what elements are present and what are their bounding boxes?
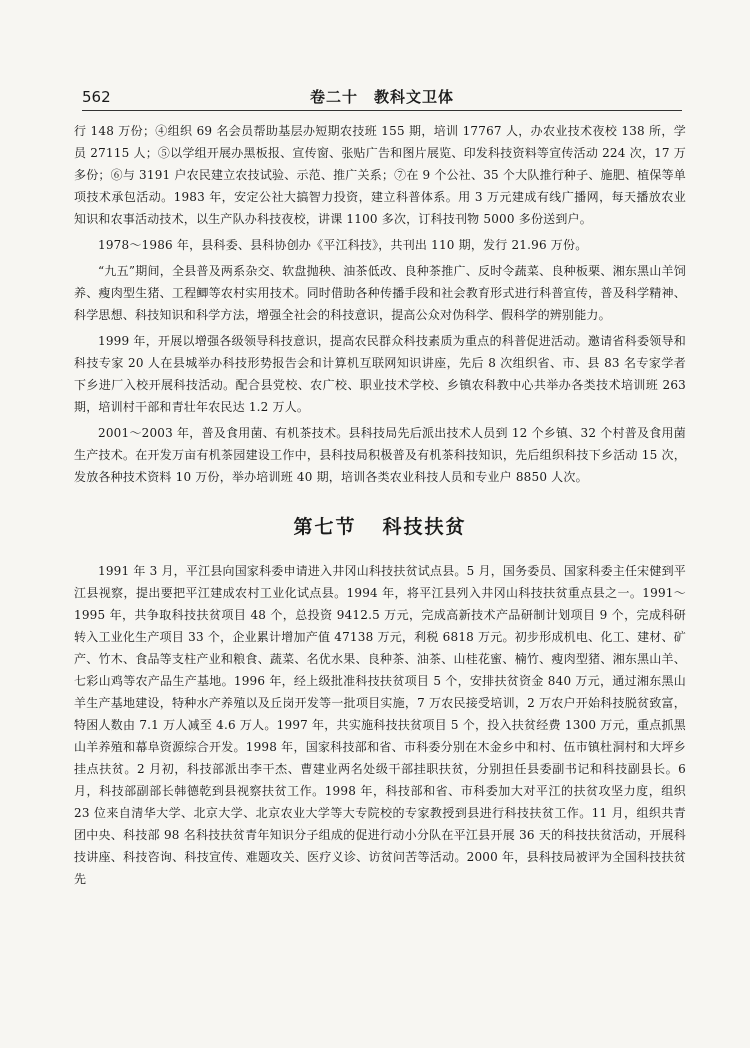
- paragraph: 1991 年 3 月，平江县向国家科委申请进入井冈山科技扶贫试点县。5 月，国务委员、国家科委主任宋健到平江县视察，提出要把平江建成农村工业化试点县。1994 年，将平江县列入井冈山科技扶贫重点县之一。1991～1995 年，共争取科技扶贫项目 48 个，总投资 9412.5 万元，完成高新技术产品研制计划项目 9 个，完成科研转入工业化生产项目 33 个，企业累计增加产值 47138 万元，利税 6818 万元。初步形成机电、化工、建材、矿产、竹木、食品等支柱产业和粮食、蔬菜、名优水果、良种茶、油茶、山桂花蜜、楠竹、瘦肉型猪、湘东黑山羊、七彩山鸡等农产品生产基地。1996 年，经上级批准科技扶贫项目 5 个，安排扶贫资金 840 万元，通过湘东黑山羊生产基地建设，特种水产养殖以及丘岗开发等一批项目实施，7 万农民接受培训，2 万农户开始科技脱贫致富，特困人数由 7.1 万人减至 4.6 万人。1997 年，共实施科技扶贫项目 5 个，投入扶贫经费 1300 万元，重点抓黑山羊养殖和幕阜资源综合开发。1998 年，国家科技部和省、市科委分别在木金乡中和村、伍市镇杜洞村和大坪乡挂点扶贫。2 月初，科技部派出李干杰、曹建业两名处级干部挂职扶贫，分别担任县委副书记和科技副县长。6 月，科技部副部长韩德乾到县视察扶贫工作。1998 年，科技部和省、市科委加大对平江的扶贫攻坚力度，组织 23 位来自清华大学、北京大学、北京农业大学等大专院校的专家教授到县进行科技扶贫工作。11 月，组织共青团中央、科技部 98 名科技扶贫青年知识分子组成的促进行动小分队在平江县开展 36 天的科技扶贫活动，开展科技讲座、科技咨询、科技宣传、难题攻关、医疗义诊、访贫问苦等活动。2000 年，县科技局被评为全国科技扶贫先: [74, 564, 686, 886]
- paragraph: “九五”期间，全县普及两系杂交、软盘抛秧、油茶低改、良种茶推广、反时令蔬菜、良种板栗、湘东黑山羊饲养、瘦肉型生猪、工程鲫等农村实用技术。同时借助各种传播手段和社会教育形式进行科普宣传，普及科学精神、科学思想、科技知识和科学方法，增强全社会的科技意识，提高公众对伪科学、假科学的辨别能力。: [74, 264, 686, 322]
- paragraph: 2001～2003 年，普及食用菌、有机茶技术。县科技局先后派出技术人员到 12 个乡镇、32 个村普及食用菌生产技术。在开发万亩有机茶园建设工作中，县科技局积极普及有机茶科技知识，先后组织科技下乡活动 15 次，发放各种技术资料 10 万份，举办培训班 40 期，培训各类农业科技人员和专业户 8850 人次。: [74, 426, 686, 484]
- page-number: 562: [82, 88, 111, 106]
- page-header: [82, 84, 682, 110]
- section-number: 第七节: [293, 516, 357, 538]
- section-title: 科技扶贫: [382, 516, 467, 538]
- paragraph: 1978～1986 年，县科委、县科协创办《平江科技》，共刊出 110 期，发行 21.96 万份。: [98, 238, 588, 252]
- running-head: 卷二十 教科文卫体: [309, 88, 454, 106]
- header-rule: [82, 110, 682, 111]
- paragraph: 行 148 万份；④组织 69 名会员帮助基层办短期农技班 155 期，培训 17767 人，办农业技术夜校 138 所，学员 27115 人；⑤以学组开展办黑板报、宣传窗、张贴广告和图片展览、印发科技资料等宣传活动 224 次，17 万多份；⑥与 3191 户农民建立农技试验、示范、推广关系；⑦在 9 个公社、35 个大队推行种子、施肥、植保等单项技术承包活动。1983 年，安定公社大搞智力投资，建立科普体系。用 3 万元建成有线广播网，每天播放农业知识和农事活动技术，以生产队办科技夜校，讲课 1100 多次，订科技刊物 5000 多份送到户。: [74, 124, 686, 226]
- paragraph: 1999 年，开展以增强各级领导科技意识，提高农民群众科技素质为重点的科普促进活动。邀请省科委领导和科技专家 20 人在县城举办科技形势报告会和计算机互联网知识讲座，先后 8 次组织省、市、县 83 名专家学者下乡进厂入校开展科技活动。配合县党校、农广校、职业技术学校、乡镇农科教中心共举办各类技术培训班 263 期，培训村干部和青壮年农民达 1.2 万人。: [74, 334, 686, 414]
- page-body: [74, 120, 686, 894]
- section-heading: [74, 516, 686, 538]
